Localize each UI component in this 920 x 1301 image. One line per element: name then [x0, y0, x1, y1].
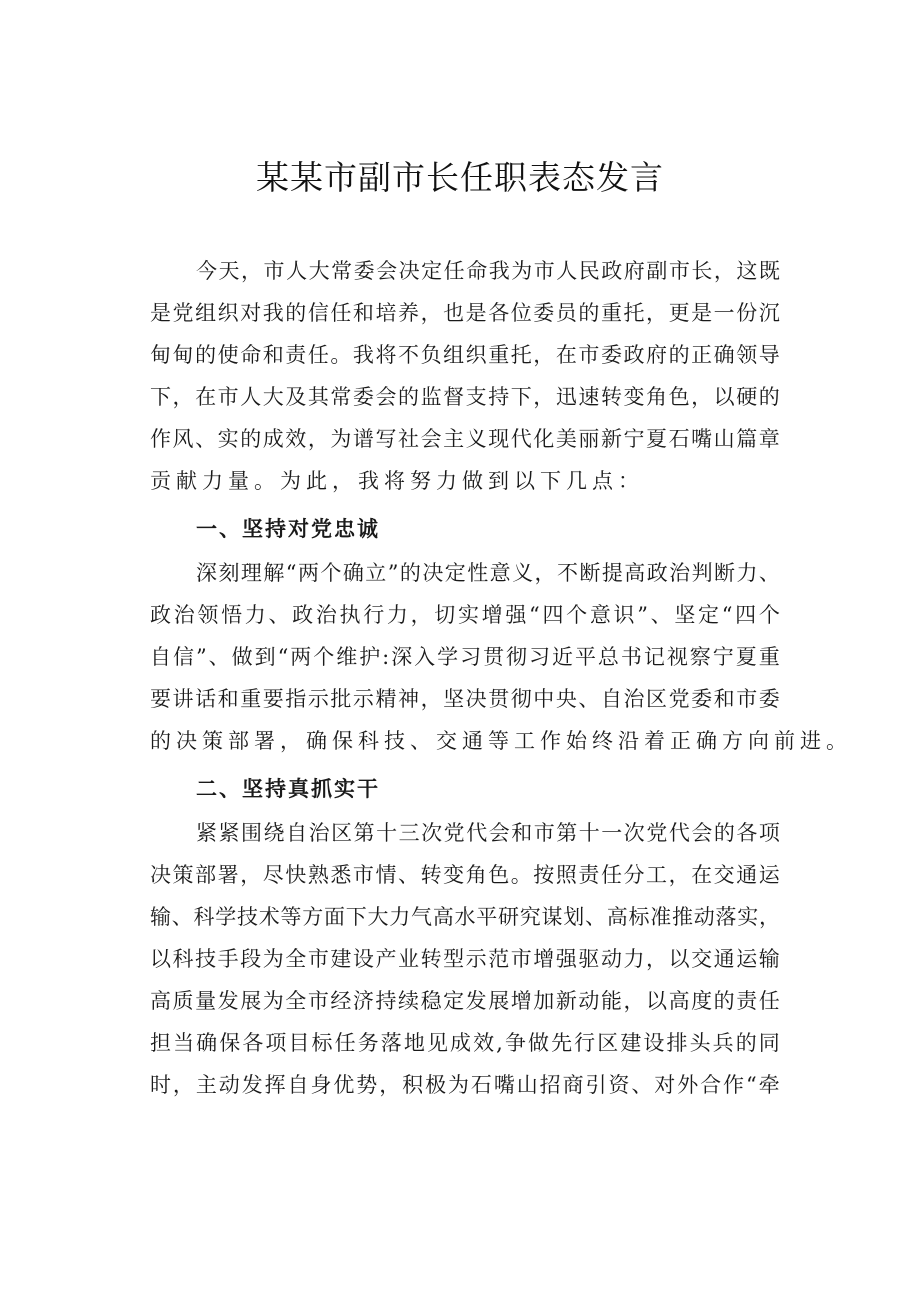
section2-line: 担 当 确 保 各 项 目 标 任 务 落 地 见 成 效 , 争 做 先 行 区 建 设 排 头 兵 的 同: [150, 1031, 780, 1055]
document-title: 某某市副市长任职表态发言: [256, 158, 664, 197]
section2-line: 输 、 科 学 技 术 等 方 面 下 大 力 气 高 水 平 研 究 谋 划 、 高 标 准 推 动 落 实 ，: [150, 905, 780, 929]
section-heading: 一、坚持对党忠诚: [196, 517, 380, 541]
section1-line: 要 讲 话 和 重 要 指 示 批 示 精 神 ， 坚 决 贯 彻 中 央 、 自 治 区 党 委 和 市 委: [150, 687, 780, 711]
section1-line: 自 信 ” 、 做 到 “ 两 个 维 护 : 深 入 学 习 贯 彻 习 近 平 总 书 记 视 察 宁 夏 重: [150, 645, 780, 669]
intro-line: 贡献力量。为此，我将努力做到以下几点：: [150, 469, 644, 493]
section1-line: 政 治 领 悟 力 、 政 治 执 行 力 ， 切 实 增 强 “ 四 个 意 识 ” 、 坚 定 “ 四 个: [150, 603, 780, 627]
intro-line: 作 风 、 实 的 成 效 ， 为 谱 写 社 会 主 义 现 代 化 美 丽 新 宁 夏 石 嘴 山 篇 章: [150, 427, 780, 451]
intro-line: 甸 甸 的 使 命 和 责 任 。 我 将 不 负 组 织 重 托 ， 在 市 委 政 府 的 正 确 领 导: [150, 343, 780, 367]
section2-line: 时 ， 主 动 发 挥 自 身 优 势 ， 积 极 为 石 嘴 山 招 商 引 资 、 对 外 合 作 “ 牵: [150, 1073, 780, 1097]
intro-line: 是 党 组 织 对 我 的 信 任 和 培 养 ， 也 是 各 位 委 员 的 重 托 ， 更 是 一 份 沉: [150, 301, 780, 325]
section2-line: 以 科 技 手 段 为 全 市 建 设 产 业 转 型 示 范 市 增 强 驱 动 力 ， 以 交 通 运 输: [150, 947, 780, 971]
intro-line: 今 天 ， 市 人 大 常 委 会 决 定 任 命 我 为 市 人 民 政 府 副 市 长 ， 这 既: [196, 259, 780, 283]
section2-line: 高 质 量 发 展 为 全 市 经 济 持 续 稳 定 发 展 增 加 新 动 能 ， 以 高 度 的 责 任: [150, 989, 780, 1013]
section1-line: 深 刻 理 解 “ 两 个 确 立 ” 的 决 定 性 意 义 ， 不 断 提 高 政 治 判 断 力 、: [196, 561, 780, 585]
section-heading: 二、坚持真抓实干: [196, 777, 380, 801]
section2-line: 紧 紧 围 绕 自 治 区 第 十 三 次 党 代 会 和 市 第 十 一 次 党 代 会 的 各 项: [196, 821, 780, 845]
intro-line: 下 ， 在 市 人 大 及 其 常 委 会 的 监 督 支 持 下 ， 迅 速 转 变 角 色 ， 以 硬 的: [150, 385, 780, 409]
section2-line: 决 策 部 署 ， 尽 快 熟 悉 市 情 、 转 变 角 色 。 按 照 责 任 分 工 ， 在 交 通 运: [150, 863, 780, 887]
section1-line: 的决策部署，确保科技、交通等工作始终沿着正确方向前进。: [150, 729, 852, 753]
